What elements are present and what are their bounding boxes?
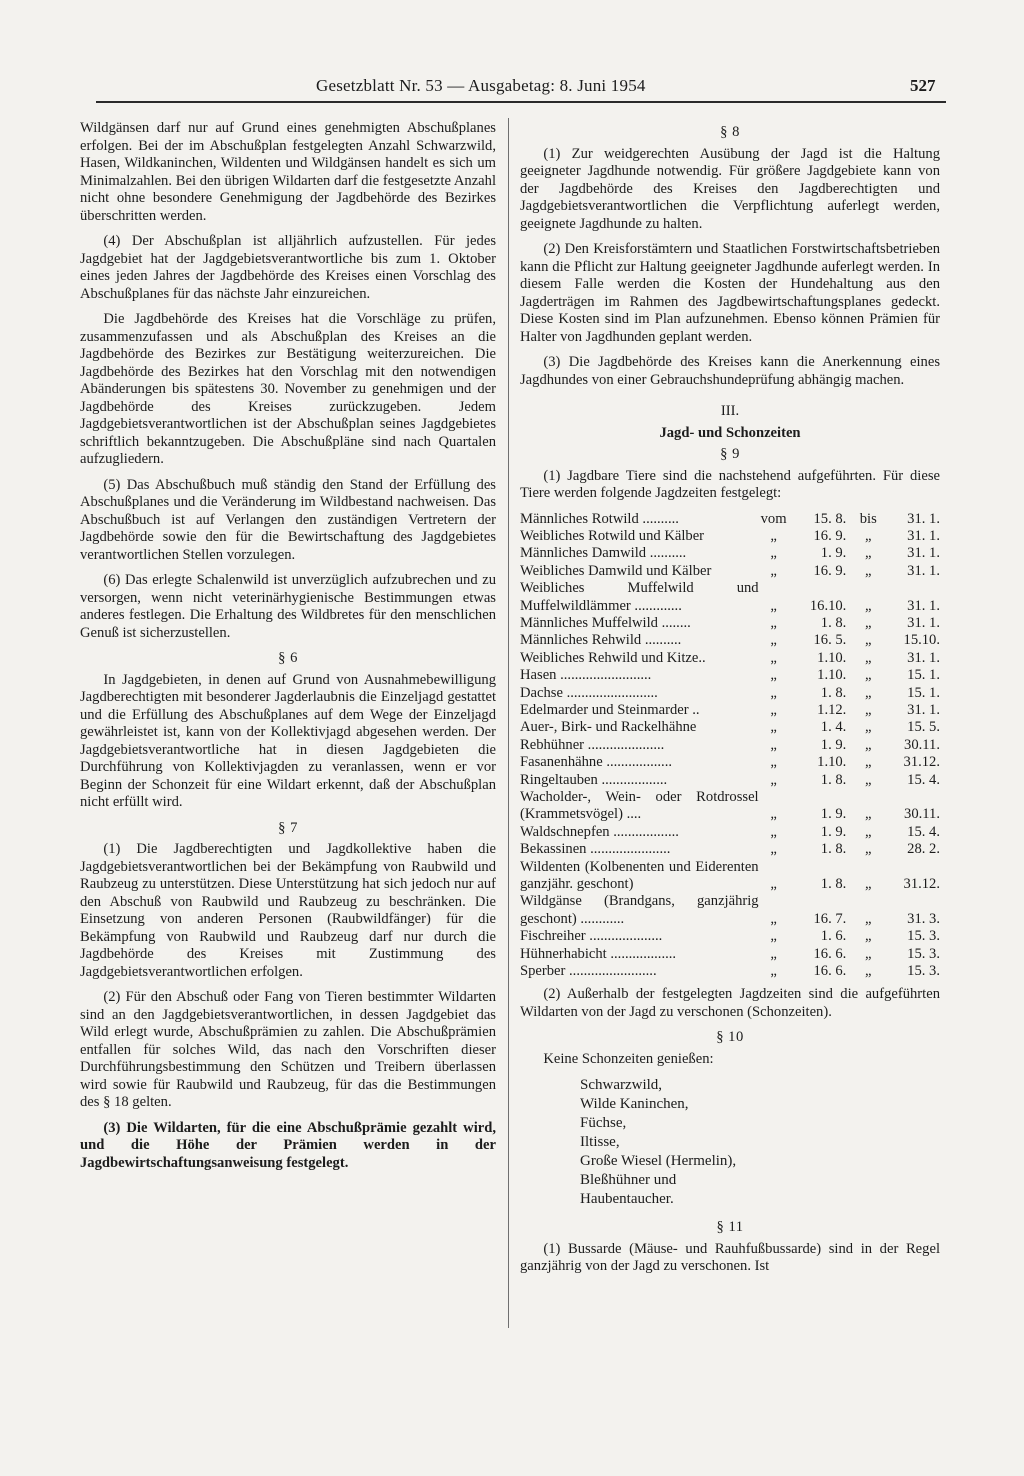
- species-name: Dachse .........................: [520, 684, 658, 701]
- paragraph: (1) Jagdbare Tiere sind die nachstehend aufgeführten. Für diese Tiere werden folgende Jagdzeiten festgelegt:: [520, 467, 940, 501]
- paragraph: (4) Der Abschußplan ist alljährlich aufzustellen. Für jedes Jagdgebiet hat der Jagdgebietsverantwortliche bis zum 1. Oktober eines jeden Jahres der Jagdbehörde des Kreises einen Vorschlag des Abschußplanes für das nächste Jahr einzureichen.: [80, 233, 496, 302]
- species-name: Weibliches Rehwild und Kitze..: [520, 649, 706, 666]
- to-date: 31. 3.: [907, 910, 940, 927]
- from-label: „: [770, 545, 777, 562]
- from-label: „: [770, 754, 777, 771]
- to-label: „: [865, 876, 872, 893]
- to-date: 31. 1.: [907, 562, 940, 579]
- left-column: [80, 120, 496, 1180]
- from-date: 16.10.: [809, 597, 847, 614]
- to-label: „: [865, 910, 872, 927]
- to-date: 15.10.: [903, 632, 940, 649]
- to-label: „: [865, 806, 872, 823]
- to-label: „: [865, 945, 872, 962]
- season-row: [520, 667, 940, 684]
- to-date: 31. 1.: [907, 527, 940, 544]
- section-heading: § 11: [716, 1219, 744, 1236]
- from-label: vom: [760, 510, 787, 527]
- species-name: Männliches Damwild ..........: [520, 545, 687, 562]
- season-row: [520, 702, 940, 719]
- from-label: „: [770, 876, 777, 893]
- from-label: „: [770, 736, 777, 753]
- to-label: „: [865, 701, 872, 718]
- species-name: Fischreiher ....................: [520, 928, 663, 945]
- season-row: [520, 650, 940, 667]
- season-row: [520, 772, 940, 789]
- from-label: „: [770, 963, 777, 980]
- from-date: 1. 8.: [820, 614, 847, 631]
- to-label: „: [865, 719, 872, 736]
- to-label: bis: [859, 510, 877, 527]
- species-name: Wildenten (Kolbenenten und Eiderenten ganzjähr. geschont): [520, 858, 759, 893]
- page-header: [0, 76, 1024, 100]
- chapter-title: Jagd- und Schonzeiten: [659, 424, 801, 441]
- to-date: 15. 1.: [907, 684, 940, 701]
- species-name: Männliches Rehwild ..........: [520, 632, 682, 649]
- species-name: Hühnerhabicht ..................: [520, 945, 677, 962]
- from-date: 16. 6.: [813, 945, 847, 962]
- to-date: 31. 1.: [907, 545, 940, 562]
- exempt-species-item: Haubentaucher.: [580, 1191, 674, 1208]
- from-date: 1. 9.: [820, 736, 847, 753]
- exempt-species-list: [580, 1076, 940, 1209]
- from-label: „: [770, 806, 777, 823]
- from-date: 1. 8.: [820, 841, 847, 858]
- paragraph: Wildgänsen darf nur auf Grund eines genehmigten Abschußplanes erfolgen. Bei der im Abschußplan festgelegten Anzahl Schwarzwild, Hasen, Wildkaninchen, Wildenten und Wildgänsen handelt es sich um Minimalzahlen. Bei den übrigen Wildarten darf die festgesetzte Anzahl nicht ohne besondere Genehmigung der Jagdbehörde des Bezirkes überschritten werden.: [80, 120, 496, 224]
- to-label: „: [865, 632, 872, 649]
- season-row: [520, 824, 940, 841]
- to-date: 28. 2.: [907, 841, 940, 858]
- chapter-number: III.: [720, 403, 740, 419]
- species-name: Hasen .........................: [520, 667, 652, 684]
- to-label: „: [865, 823, 872, 840]
- from-date: 1. 9.: [820, 823, 847, 840]
- season-row: [520, 859, 940, 894]
- section-heading: § 10: [716, 1029, 744, 1046]
- paragraph: (6) Das erlegte Schalenwild ist unverzüglich aufzubrechen und zu versorgen, wenn nicht veterinärhygienische Bestimmungen etwas anderes festlegen. Die Erhaltung des Wildbretes für den menschlichen Genuß ist sicherzustellen.: [80, 572, 496, 641]
- from-label: „: [770, 719, 777, 736]
- to-label: „: [865, 667, 872, 684]
- to-date: 31.12.: [903, 754, 940, 771]
- season-row: [520, 963, 940, 980]
- to-label: „: [865, 545, 872, 562]
- from-label: „: [770, 632, 777, 649]
- header-rule: [96, 101, 946, 103]
- section-heading: § 9: [720, 446, 740, 462]
- from-date: 16. 7.: [813, 910, 847, 927]
- species-name: Weibliches Muffelwild und Muffelwildlämmer .............: [520, 580, 759, 614]
- to-date: 30.11.: [904, 736, 940, 753]
- exempt-species-item: Iltisse,: [580, 1134, 620, 1151]
- paragraph: (1) Bussarde (Mäuse- und Rauhfußbussarde) sind in der Regel ganzjährig von der Jagd zu verschonen. Ist: [520, 1240, 940, 1275]
- exempt-species-item: Füchse,: [580, 1115, 627, 1132]
- species-name: Wacholder-, Wein- oder Rotdrossel (Krammetsvögel) ....: [520, 789, 759, 823]
- exempt-species-item: Bleßhühner und: [580, 1172, 677, 1189]
- species-name: Sperber ........................: [520, 963, 657, 980]
- season-row: [520, 789, 940, 824]
- season-row: [520, 928, 940, 945]
- to-label: „: [865, 771, 872, 788]
- species-name: Weibliches Rotwild und Kälber: [520, 527, 705, 544]
- season-row: [520, 580, 940, 615]
- exempt-species-item: Schwarzwild,: [580, 1077, 663, 1094]
- species-name: Bekassinen ......................: [520, 841, 671, 858]
- from-label: „: [770, 771, 777, 788]
- season-row: [520, 737, 940, 754]
- species-name: Auer-, Birk- und Rackelhähne: [520, 719, 697, 736]
- to-date: 31. 1.: [907, 649, 940, 666]
- to-date: 31. 1.: [907, 510, 940, 527]
- season-row: [520, 893, 940, 928]
- paragraph: (1) Zur weidgerechten Ausübung der Jagd ist die Haltung geeigneter Jagdhunde notwendig. Für größere Jagdgebiete kann von der Jagdbehörde des Kreises den Jagdberechtigten und Jagdgebietsverantwortlichen die Verpflichtung auferlegt werden, geeignete Jagdhunde zu halten.: [520, 145, 940, 232]
- species-name: Wildgänse (Brandgans, ganzjährig geschont) ............: [520, 893, 759, 927]
- from-date: 1. 4.: [820, 719, 847, 736]
- paragraph: (5) Das Abschußbuch muß ständig den Stand der Erfüllung des Abschußplanes und die Veränderung im Wildbestand nachweisen. Das Abschußbuch ist auf Verlangen den zuständigen Vertretern der Jagdbehörde sowie den für die Bewirtschaftung des Jagdgebietes verantwortlichen Stellen vorzulegen.: [80, 476, 496, 563]
- species-name: Fasanenhähne ..................: [520, 754, 672, 771]
- to-label: „: [865, 597, 872, 614]
- season-row: [520, 754, 940, 771]
- to-label: „: [865, 614, 872, 631]
- section-heading: § 6: [278, 650, 298, 666]
- to-label: „: [865, 963, 872, 980]
- paragraph: (1) Die Jagdberechtigten und Jagdkollektive haben die Jagdgebietsverantwortlichen bei der Bekämpfung von Raubwild und Raubzeug zu unterstützen. Diese Unterstützung hat sich jedoch nur auf den Abschuß von Raubwild und Raubzeug zu beschränken. Die Einsetzung von anderen Personen (Raubwildfänger) für die Bekämpfung von Raubwild und Raubzeug darf nur durch die Jagdbehörde des Kreises mit Zustimmung des Jagdgebietsverantwortlichen erfolgen.: [80, 841, 496, 980]
- from-label: „: [770, 928, 777, 945]
- from-date: 16. 9.: [813, 527, 847, 544]
- column-divider: [508, 118, 509, 1328]
- species-name: Männliches Muffelwild ........: [520, 614, 691, 631]
- page-number: 527: [910, 76, 936, 95]
- season-row: [520, 545, 940, 562]
- from-label: „: [770, 614, 777, 631]
- to-date: 15. 3.: [907, 963, 940, 980]
- from-date: 16. 6.: [813, 963, 847, 980]
- species-name: Waldschnepfen ..................: [520, 823, 679, 840]
- to-label: „: [865, 527, 872, 544]
- from-label: „: [770, 823, 777, 840]
- to-label: „: [865, 684, 872, 701]
- from-label: „: [770, 701, 777, 718]
- from-label: „: [770, 597, 777, 614]
- to-label: „: [865, 841, 872, 858]
- from-label: „: [770, 649, 777, 666]
- to-label: „: [865, 649, 872, 666]
- from-label: „: [770, 910, 777, 927]
- to-date: 31. 1.: [907, 597, 940, 614]
- paragraph: Die Jagdbehörde des Kreises hat die Vorschläge zu prüfen, zusammenzufassen und als Abschußplan des Kreises an die Jagdbehörde des Bezirkes zur Bestätigung weiterzureichen. Die Jagdbehörde des Bezirkes hat den Vorschlag mit den notwendigen Abänderungen bis spätestens 30. November zu genehmigen und der Jagdbehörde des Kreises zurückzugeben. Jedem Jagdgebietsverantwortlichen ist der Abschußplan seines Jagdgebietes schriftlich bekanntzugeben. Die Abschußpläne sind nach Quartalen aufzugliedern.: [80, 311, 496, 467]
- from-date: 1. 8.: [820, 684, 847, 701]
- from-label: „: [770, 527, 777, 544]
- to-date: 31.12.: [903, 876, 940, 893]
- from-date: 1.10.: [817, 754, 847, 771]
- to-date: 15. 5.: [907, 719, 940, 736]
- from-label: „: [770, 841, 777, 858]
- to-label: „: [865, 928, 872, 945]
- season-row: [520, 511, 940, 528]
- season-row: [520, 841, 940, 858]
- from-date: 1. 8.: [820, 876, 847, 893]
- to-date: 15. 1.: [907, 667, 940, 684]
- from-date: 16. 5.: [813, 632, 847, 649]
- from-date: 1. 9.: [820, 806, 847, 823]
- to-date: 15. 4.: [907, 823, 940, 840]
- from-date: 1.10.: [817, 667, 847, 684]
- paragraph: (3) Die Jagdbehörde des Kreises kann die Anerkennung eines Jagdhundes von einer Gebrauchshundeprüfung abhängig machen.: [520, 354, 940, 388]
- from-label: „: [770, 562, 777, 579]
- to-label: „: [865, 736, 872, 753]
- paragraph: In Jagdgebieten, in denen auf Grund von Ausnahmebewilligung Jagdberechtigten mit besonderer Jagderlaubnis die Einzeljagd gestattet und die Erfüllung des Abschußplanes auf dem Wege der Einzeljagd gewährleistet ist, kann von der Kollektivjagd abgesehen werden. Der Jagdgebietsverantwortliche hat in diesen Jagdgebieten die Durchführung von Kollektivjagden zu veranlassen, wenn er vor Beginn der Schonzeit für eine Wildart erkennt, daß der Abschußplan nicht erfüllt wird.: [80, 671, 496, 810]
- section-heading: § 8: [720, 124, 740, 140]
- from-date: 1. 6.: [820, 928, 847, 945]
- to-date: 15. 4.: [907, 771, 940, 788]
- exempt-species-item: Wilde Kaninchen,: [580, 1096, 689, 1113]
- to-date: 15. 3.: [907, 945, 940, 962]
- exempt-species-item: Große Wiesel (Hermelin),: [580, 1153, 737, 1170]
- from-date: 1. 8.: [820, 771, 847, 788]
- paragraph: (3) Die Wildarten, für die eine Abschußprämie gezahlt wird, und die Höhe der Prämien werden in der Jagdbewirtschaftungsanweisung festgelegt.: [80, 1119, 496, 1171]
- from-date: 1.10.: [817, 649, 847, 666]
- to-date: 15. 3.: [907, 928, 940, 945]
- to-date: 31. 1.: [907, 701, 940, 718]
- from-date: 16. 9.: [813, 562, 847, 579]
- from-date: 1.12.: [817, 701, 847, 718]
- to-date: 31. 1.: [907, 614, 940, 631]
- from-label: „: [770, 945, 777, 962]
- from-label: „: [770, 684, 777, 701]
- paragraph: Keine Schonzeiten genießen:: [543, 1050, 714, 1067]
- paragraph: (2) Den Kreisforstämtern und Staatlichen Forstwirtschaftsbetrieben kann die Pflicht zur Haltung geeigneter Jagdhunde auferlegt werden. In diesem Falle werden die Kosten der Hundehaltung aus den Jagderträgen im Rahmen des Jagdbewirtschaftungsplanes gedeckt. Diese Kosten sind im Plan aufzunehmen. Ebenso können Prämien für Halter von Jagdhunden geplant werden.: [520, 241, 940, 345]
- from-date: 15. 8.: [813, 510, 847, 527]
- hunting-season-table: [520, 511, 940, 981]
- species-name: Rebhühner .....................: [520, 736, 665, 753]
- gazette-title: Gesetzblatt Nr. 53 — Ausgabetag: 8. Juni 1954: [316, 76, 646, 95]
- paragraph: (2) Für den Abschuß oder Fang von Tieren bestimmter Wildarten sind an den Jagdgebietsverantwortlichen, in dessen Jagdgebiet das Wild erlegt wurde, Abschußprämien zu zahlen. Die Abschußprämien entfallen für solches Wild, das nach den Vorschriften dieser Durchführungsbestimmung den Schützen und Treibern überlassen wird sowie für Raubwild und Raubzeug, für das die Bestimmungen des § 18 gelten.: [80, 989, 496, 1110]
- to-date: 30.11.: [904, 806, 940, 823]
- paragraph: (2) Außerhalb der festgelegten Jagdzeiten sind die aufgeführten Wildarten von der Jagd zu verschonen (Schonzeiten).: [520, 986, 940, 1020]
- season-row: [520, 563, 940, 580]
- season-row: [520, 946, 940, 963]
- right-column: [520, 120, 940, 1284]
- from-label: „: [770, 667, 777, 684]
- to-label: „: [865, 562, 872, 579]
- season-row: [520, 615, 940, 632]
- species-name: Edelmarder und Steinmarder ..: [520, 701, 700, 718]
- species-name: Männliches Rotwild ..........: [520, 510, 679, 527]
- season-row: [520, 528, 940, 545]
- species-name: Ringeltauben ..................: [520, 771, 668, 788]
- to-label: „: [865, 754, 872, 771]
- section-heading: § 7: [278, 819, 298, 836]
- season-row: [520, 632, 940, 649]
- season-row: [520, 719, 940, 736]
- season-row: [520, 685, 940, 702]
- from-date: 1. 9.: [820, 545, 847, 562]
- species-name: Weibliches Damwild und Kälber: [520, 562, 712, 579]
